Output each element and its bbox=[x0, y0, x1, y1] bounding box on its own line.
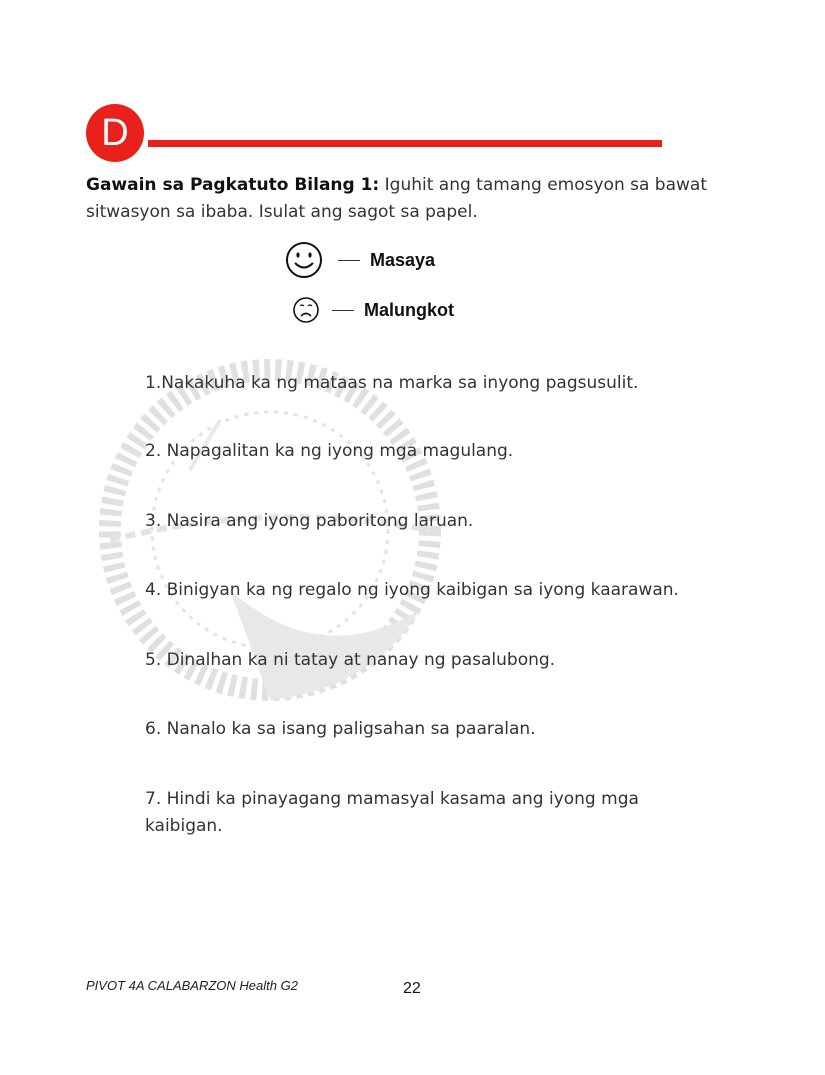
legend-dash bbox=[332, 310, 354, 311]
legend-sad bbox=[292, 296, 454, 324]
legend-label: Malungkot bbox=[364, 299, 454, 320]
legend-dash bbox=[338, 260, 360, 261]
list-item: 6. Nanalo ka sa isang paligsahan sa paaralan. bbox=[145, 719, 536, 739]
list-item: 2. Napagalitan ka ng iyong mga magulang. bbox=[145, 441, 514, 461]
page-number: 22 bbox=[403, 980, 421, 997]
list-item: 5. Dinalhan ka ni tatay at nanay ng pasalubong. bbox=[145, 650, 556, 670]
section-badge bbox=[86, 104, 144, 162]
legend-label: Masaya bbox=[370, 249, 436, 270]
sad-face-icon bbox=[292, 296, 320, 324]
list-item: 7. Hindi ka pinayagang mamasyal kasama ang iyong mga kaibigan. bbox=[145, 789, 639, 836]
instructions-body: Iguhit ang tamang emosyon sa bawat sitwasyon sa ibaba. Isulat ang sagot sa papel. bbox=[86, 175, 707, 222]
legend-happy bbox=[284, 240, 435, 280]
smiley-face-icon bbox=[284, 240, 324, 280]
section-rule bbox=[148, 140, 662, 147]
footer-source: PIVOT 4A CALABARZON Health G2 bbox=[86, 978, 298, 993]
instructions bbox=[86, 172, 726, 226]
list-item: 4. Binigyan ka ng regalo ng iyong kaibigan sa iyong kaarawan. bbox=[145, 580, 679, 600]
list-item: 1.Nakakuha ka ng mataas na marka sa inyong pagsusulit. bbox=[145, 373, 639, 393]
section-letter: D bbox=[101, 112, 129, 154]
list-item: 3. Nasira ang iyong paboritong laruan. bbox=[145, 511, 474, 531]
instructions-heading: Gawain sa Pagkatuto Bilang 1: bbox=[86, 175, 380, 195]
